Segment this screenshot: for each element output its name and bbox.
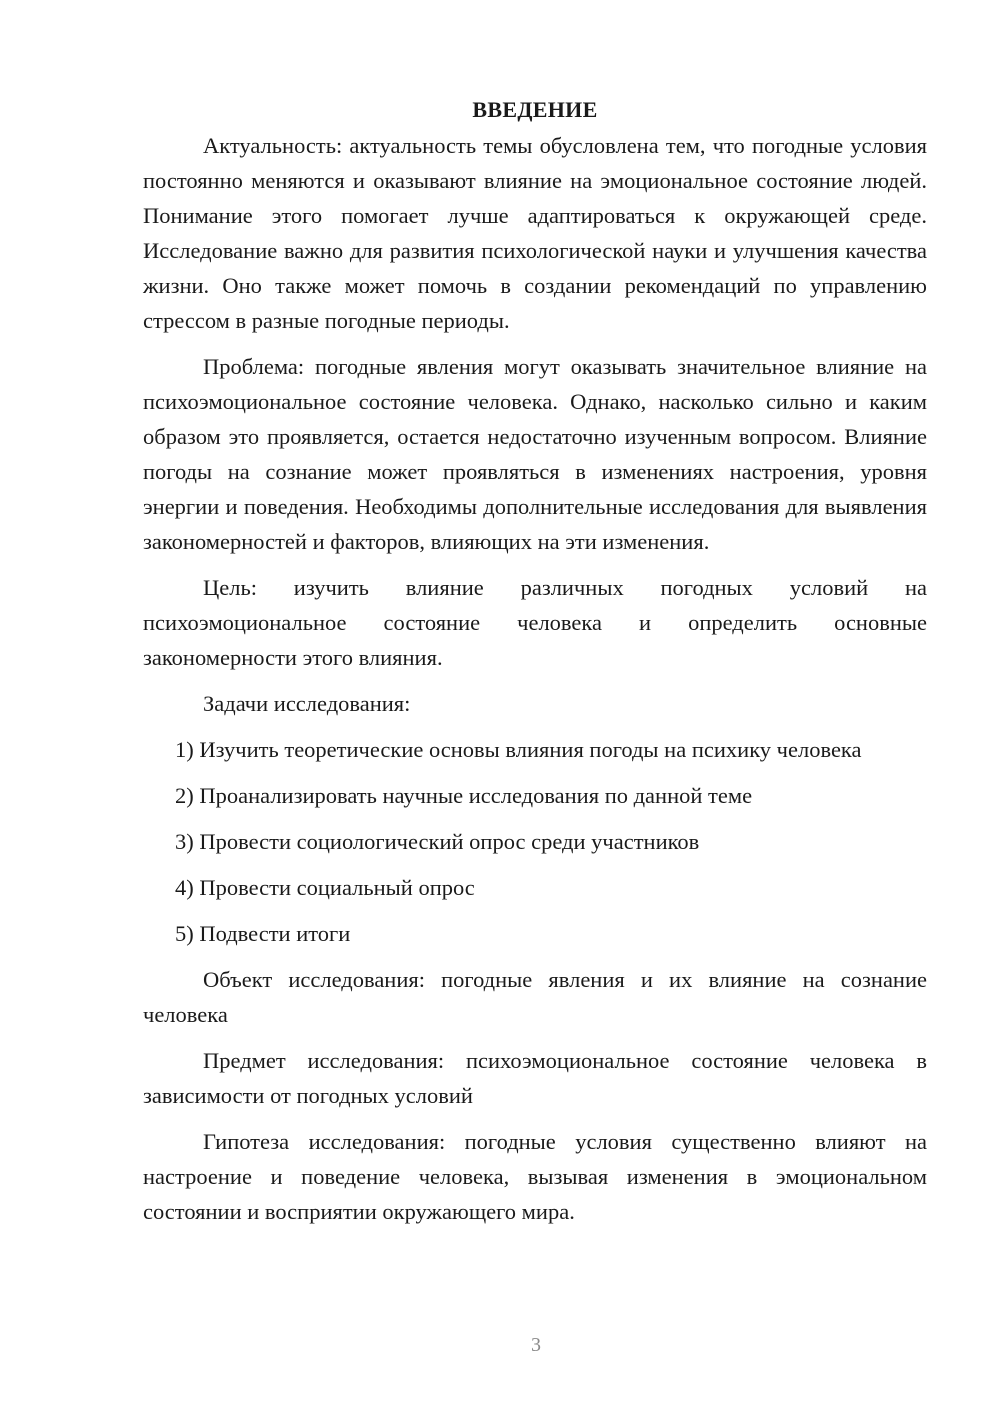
section-title: ВВЕДЕНИЕ [472, 97, 598, 122]
goal-paragraph: Цель: изучить влияние различных погодных условий на психоэмоциональное состояние человека и определить основные закономерности этого влияния. [143, 575, 927, 670]
task-item: 3) Провести социологический опрос среди участников [175, 829, 700, 854]
page-content [143, 92, 927, 1229]
hypothesis-paragraph: Гипотеза исследования: погодные условия существенно влияют на настроение и поведение человека, вызывая изменения в эмоциональном состоянии и восприятии окружающего мира. [143, 1129, 927, 1224]
relevance-paragraph: Актуальность: актуальность темы обусловлена тем, что погодные условия постоянно меняются и оказывают влияние на эмоциональное состояние людей. Понимание этого помогает лучше адаптироваться к окружающей среде. Исследование важно для развития психологической науки и улучшения качества жизни. Оно также может помочь в создании рекомендаций по управлению стрессом в разные погодные периоды. [143, 133, 927, 333]
problem-paragraph: Проблема: погодные явления могут оказывать значительное влияние на психоэмоциональное состояние человека. Однако, насколько сильно и каким образом это проявляется, остается недостаточно изученным вопросом. Влияние погоды на сознание может проявляться в изменениях настроения, уровня энергии и поведения. Необходимы дополнительные исследования для выявления закономерностей и факторов, влияющих на эти изменения. [143, 354, 927, 554]
object-paragraph: Объект исследования: погодные явления и их влияние на сознание человека [143, 967, 927, 1027]
page-number: 3 [531, 1334, 541, 1356]
tasks-heading: Задачи исследования: [203, 691, 411, 716]
task-item: 4) Провести социальный опрос [175, 875, 475, 900]
task-item: 5) Подвести итоги [175, 921, 351, 946]
task-item: 1) Изучить теоретические основы влияния погоды на психику человека [175, 737, 862, 762]
tasks-list [143, 732, 927, 951]
subject-paragraph: Предмет исследования: психоэмоциональное состояние человека в зависимости от погодных условий [143, 1048, 927, 1108]
task-item: 2) Проанализировать научные исследования по данной теме [175, 783, 753, 808]
